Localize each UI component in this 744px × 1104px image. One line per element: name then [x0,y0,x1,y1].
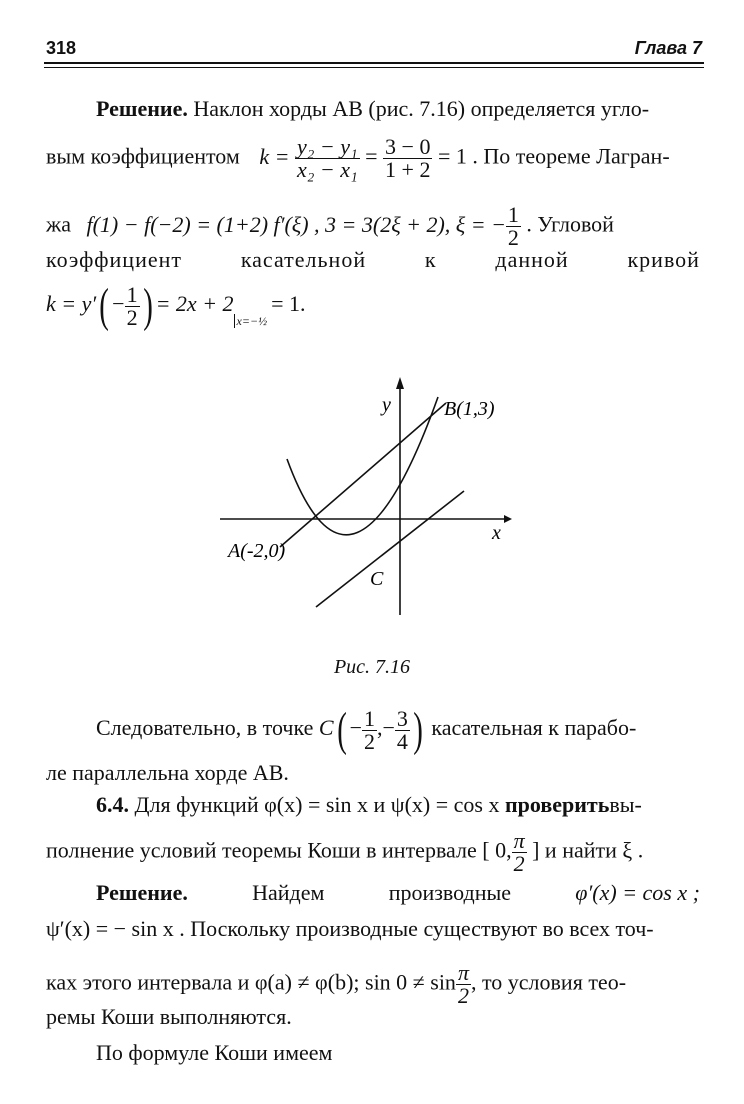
x-axis-arrow [504,515,512,523]
fraction-denominator: x₂ − x₁ [296,157,358,182]
text-fragment: Следовательно, в точке [96,715,314,741]
fraction-denominator: 1 + 2 [385,157,431,182]
word: кривой [627,247,700,272]
problem-verb: проверить [504,792,610,817]
fraction-numerator: π [513,828,525,853]
formula-yprime: k = y′ [46,291,97,317]
word: производные [388,880,512,905]
fraction-numerator: 3 − 0 [385,134,431,159]
conclusion-line-1: Следовательно, в точке C( − $\frac{1}{2}$ ,− $\frac{3}{4}$ ) касательная к парабо- [96,703,637,756]
chapter-title: Глава 7 [634,38,702,58]
slope-value-fraction [383,136,432,181]
derivative-expression: = 2x + 2 [155,291,234,317]
arg-fraction [125,281,140,330]
derivative-phi: φ′(x) = cos x ; [575,880,700,905]
x-axis-label: x [492,522,501,544]
y-axis-label: y [382,394,391,416]
solution-label: Решение. [96,96,188,121]
text-fragment: ] и найти ξ . [532,837,644,863]
fraction-numerator: 3 [396,705,408,731]
pi-half-fraction [512,830,527,875]
lagrange-formula: f(1) − f(−2) = (1+2) f′(ξ) , 3 = 3(2ξ + 2), ξ = − [86,211,506,237]
result-value: = 1. [271,291,306,317]
solution2-line-4: ремы Коши выполняются. [46,1004,292,1029]
fraction-denominator: 2 [513,851,525,876]
evaluation-point: x=−½ [234,314,268,328]
left-paren: ( [99,279,109,332]
xi-fraction [506,204,521,249]
solution-label: Решение. [96,880,188,905]
word: касательной [240,247,367,272]
text-fragment: жа [46,211,71,237]
text-fragment: полнение условий теоремы Коши в интервале [ 0, [46,837,512,863]
point-B-label: B(1,3) [444,398,495,420]
solution2-line-5: По формуле Коши имеем [96,1040,333,1065]
pi-half-fraction [456,962,471,1007]
formula-k: k = [259,143,290,169]
solution-line-2 [46,136,670,181]
tangent-line [316,491,464,607]
right-paren: ) [142,279,153,332]
y-axis-arrow [396,377,404,389]
figure-caption: Рис. 7.16 [333,656,411,678]
solution-line-4 [46,249,700,271]
text-fragment: вым коэффициентом [46,143,240,169]
conclusion-line-2: ле параллельна хорде AB. [46,760,289,785]
parabola-curve [287,397,438,535]
word: коэффициент [46,247,183,272]
solution-line-3 [46,204,614,249]
cy-fraction [395,705,410,754]
word: данной [495,247,569,272]
equals-sign: = [365,143,378,169]
fraction-numerator: 1 [507,202,519,227]
word: к [424,247,437,272]
right-paren: ) [413,703,423,756]
problem-number: 6.4. [96,792,129,817]
word: Найдем [252,880,325,905]
text-fragment: вы- [609,792,642,817]
solution2-line-1 [96,882,700,904]
header-rule [44,62,704,64]
text-fragment: ках этого интервала и φ(a) ≠ φ(b); sin 0 ≠ sin [46,969,456,995]
text-fragment: . Угловой [526,211,614,237]
fraction-numerator: 1 [126,281,138,307]
problem-line-1 [96,794,642,816]
parabola-figure [220,375,520,625]
text-fragment: касательная к парабо- [431,715,637,741]
text-fragment: , то условия тео- [470,969,627,995]
solution-line-1 [96,98,649,120]
cx-fraction [362,705,377,754]
solution-line-5: k = y′( − $\frac{1}{2}$ ) = $2x + 2_{x=-\frac{1}{2}}= 1$. [46,279,306,332]
solution2-line-3 [46,962,626,1007]
fraction-denominator: 2 [507,225,519,250]
problem-text: Для функций φ(x) = sin x и ψ(x) = cos x [134,792,500,817]
point-C: C [318,715,334,741]
header-rule-thin [44,67,704,68]
text-fragment: = 1 . По теореме Лагран- [437,143,670,169]
problem-line-2 [46,830,643,875]
solution-text: Наклон хорды AB (рис. 7.16) определяется угло- [193,96,650,121]
fraction-numerator: π [457,960,469,985]
solution2-line-2: ψ′(x) = − sin x . Поскольку производные существуют во всех точ- [46,916,654,941]
fraction-denominator: 2 [363,728,375,754]
point-A-label: A(-2,0) [228,540,286,562]
left-paren: ( [336,703,347,756]
fraction-numerator: y₂ − y₁ [296,134,358,159]
point-C-label: C [370,568,384,590]
fraction-numerator: 1 [363,705,375,731]
fraction-denominator: 4 [396,728,408,754]
page-number: 318 [46,38,77,58]
fraction-denominator: 2 [457,983,469,1008]
fraction-denominator: 2 [126,304,138,330]
slope-fraction [295,136,360,181]
